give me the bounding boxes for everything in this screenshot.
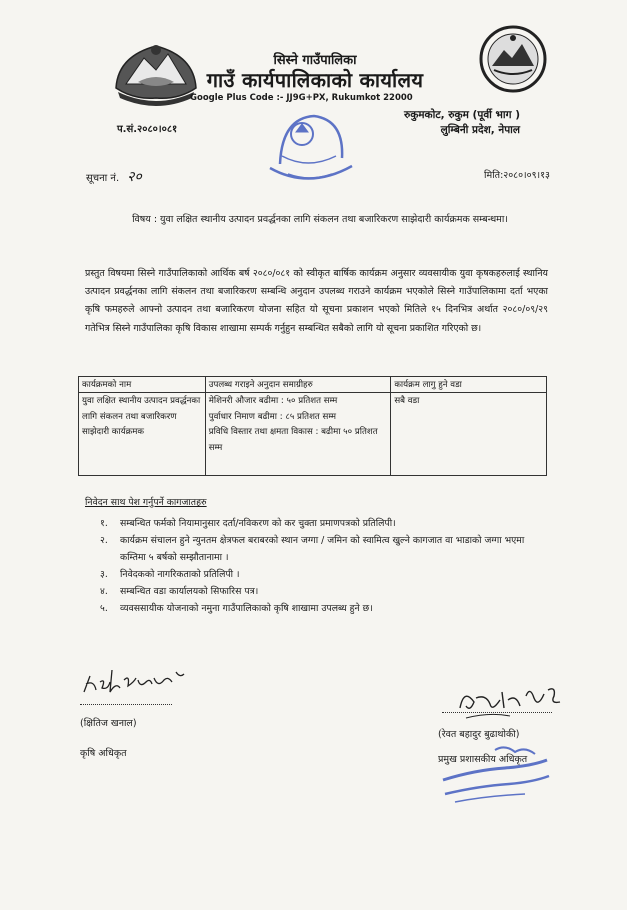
list-item bbox=[100, 600, 550, 617]
grant-item: प्रविधि विस्तार तथा क्षमता विकास : बढीमा ५० प्रतिशत सम्म bbox=[208, 427, 378, 453]
address-line-1: रुकुमकोट, रुकुम (पूर्वी भाग ) bbox=[403, 109, 520, 121]
documents-list bbox=[100, 515, 550, 617]
right-signatory-name: (रेवत बहादुर बुढाथोकी) bbox=[438, 729, 520, 740]
grants-cell bbox=[205, 393, 391, 476]
notice-label: सूचना नं. bbox=[86, 173, 120, 184]
list-item-text: सम्बन्धित वडा कार्यालयको सिफारिस पत्र। bbox=[120, 586, 259, 597]
municipality-name: सिस्ने गाउँपालिका bbox=[273, 53, 357, 68]
ward-cell: सबै वडा bbox=[391, 393, 547, 476]
officer-stamp-icon bbox=[435, 740, 555, 808]
office-seal-icon bbox=[262, 108, 357, 186]
list-item-text: व्यवससायीक योजनाको नमुना गाउँपालिकाको कृषि शाखामा उपलब्ध हुने छ। bbox=[120, 603, 373, 614]
list-item-text: सम्बन्धित फर्मको नियामानुसार दर्ता/नविकरण को कर चुक्ता प्रमाणपत्रको प्रतिलिपी। bbox=[120, 518, 396, 529]
municipality-logo-icon bbox=[478, 24, 548, 94]
list-item bbox=[100, 566, 550, 583]
list-item bbox=[100, 583, 550, 600]
documents-heading: निवेदन साथ पेश गर्नुपर्ने कागजातहरु bbox=[85, 497, 207, 508]
program-name-cell: युवा लक्षित स्थानीय उत्पादन प्रवर्द्धनका लागि संकलन तथा बजारिकरण साझेदारी कार्यक्रमक bbox=[79, 393, 206, 476]
list-item-number: १. bbox=[100, 518, 108, 529]
right-signatory-title: प्रमुख प्रशासकीय अधिकृत bbox=[438, 754, 528, 765]
notice-number-value: २० bbox=[127, 169, 142, 185]
table-header-grants: उपलब्ध गराइने अनुदान समाग्रीहरु bbox=[205, 377, 391, 393]
notice-date: मिति:२०८०।०९।१३ bbox=[484, 170, 550, 181]
list-item-text: निवेदकको नागरिकताको प्रतिलिपी । bbox=[120, 569, 240, 580]
list-item bbox=[100, 532, 550, 566]
plus-code: Google Plus Code :- JJ9G+PX, Rukumkot 22000 bbox=[190, 93, 413, 103]
office-name: गाउँ कार्यपालिकाको कार्यालय bbox=[206, 68, 424, 92]
list-item-number: २. bbox=[100, 535, 108, 546]
list-item-number: ३. bbox=[100, 569, 108, 580]
address-line-2: लुम्बिनी प्रदेश, नेपाल bbox=[440, 124, 520, 136]
left-signatory-title: कृषि अधिकृत bbox=[80, 748, 127, 759]
right-signature-line bbox=[442, 712, 552, 713]
list-item-number: ५. bbox=[100, 603, 108, 614]
table-header-ward: कार्यक्रम लागु हुने वडा bbox=[391, 377, 547, 393]
program-table bbox=[78, 376, 547, 476]
right-signature-icon bbox=[430, 678, 570, 730]
reference-number: प.सं.२०८०।०८१ bbox=[117, 124, 178, 135]
left-signature-line bbox=[80, 704, 172, 705]
table-header-program: कार्यक्रमको नाम bbox=[79, 377, 206, 393]
list-item bbox=[100, 515, 550, 532]
grant-item: पुर्वाधार निमाण बढीमा : ८५ प्रतिशत सम्म bbox=[208, 411, 337, 422]
left-signatory-name: (क्षितिज खनाल) bbox=[80, 718, 137, 729]
body-paragraph: प्रस्तुत विषयमा सिस्ने गाउँपालिकाको आर्थिक बर्ष २०८०/०८१ को स्वीकृत बार्षिक कार्यक्रम अनुसार व्यवसायीक युवा कृषकहरुलाई स्थानिय उत्पादन प्रवर्द्धनका लागि संकलन तथा बजारिकरण सम्बन्धि अनुदान उपलब्ध गराउने कार्यक्रम भएकोले सिस्ने गाउँपालिकामा दर्ता भएका कृषि फमहरुले आफ्नो उत्पादन तथा बजारिकरण योजना सहित यो सूचना प्रकाशन भएको मितिले १५ दिनभित्र अर्थात २०८०/०९/२९ गतेभित्र सिस्ने गाउँपालिका कृषि विकास शाखामा सम्पर्क गर्नुहुन सम्बन्धित सबैको लागि यो सूचना प्रकाशित गरिएको छ। bbox=[85, 268, 548, 334]
table-row bbox=[79, 393, 547, 476]
subject-line: विषय : युवा लक्षित स्थानीय उत्पादन प्रवर्द्धनका लागि संकलन तथा बजारिकरण साझेदारी कार्यक्रमक सम्बन्धमा। bbox=[132, 214, 508, 225]
list-item-number: ४. bbox=[100, 586, 108, 597]
notice-number bbox=[86, 167, 142, 186]
list-item-text: कार्यक्रम संचालन हुने न्युनतम क्षेत्रफल बराबरको स्थान जग्गा / जमिन को स्वामित्व खुल्ने कागजात वा भाडाको जग्गा भएमा कम्तिमा ५ बर्षको सम्झौतानामा । bbox=[120, 535, 525, 563]
grant-item: मेशिनरी औजार बढीमा : ५० प्रतिशत सम्म bbox=[208, 396, 338, 406]
table-header-row bbox=[79, 377, 547, 393]
left-signature-icon bbox=[80, 652, 190, 704]
